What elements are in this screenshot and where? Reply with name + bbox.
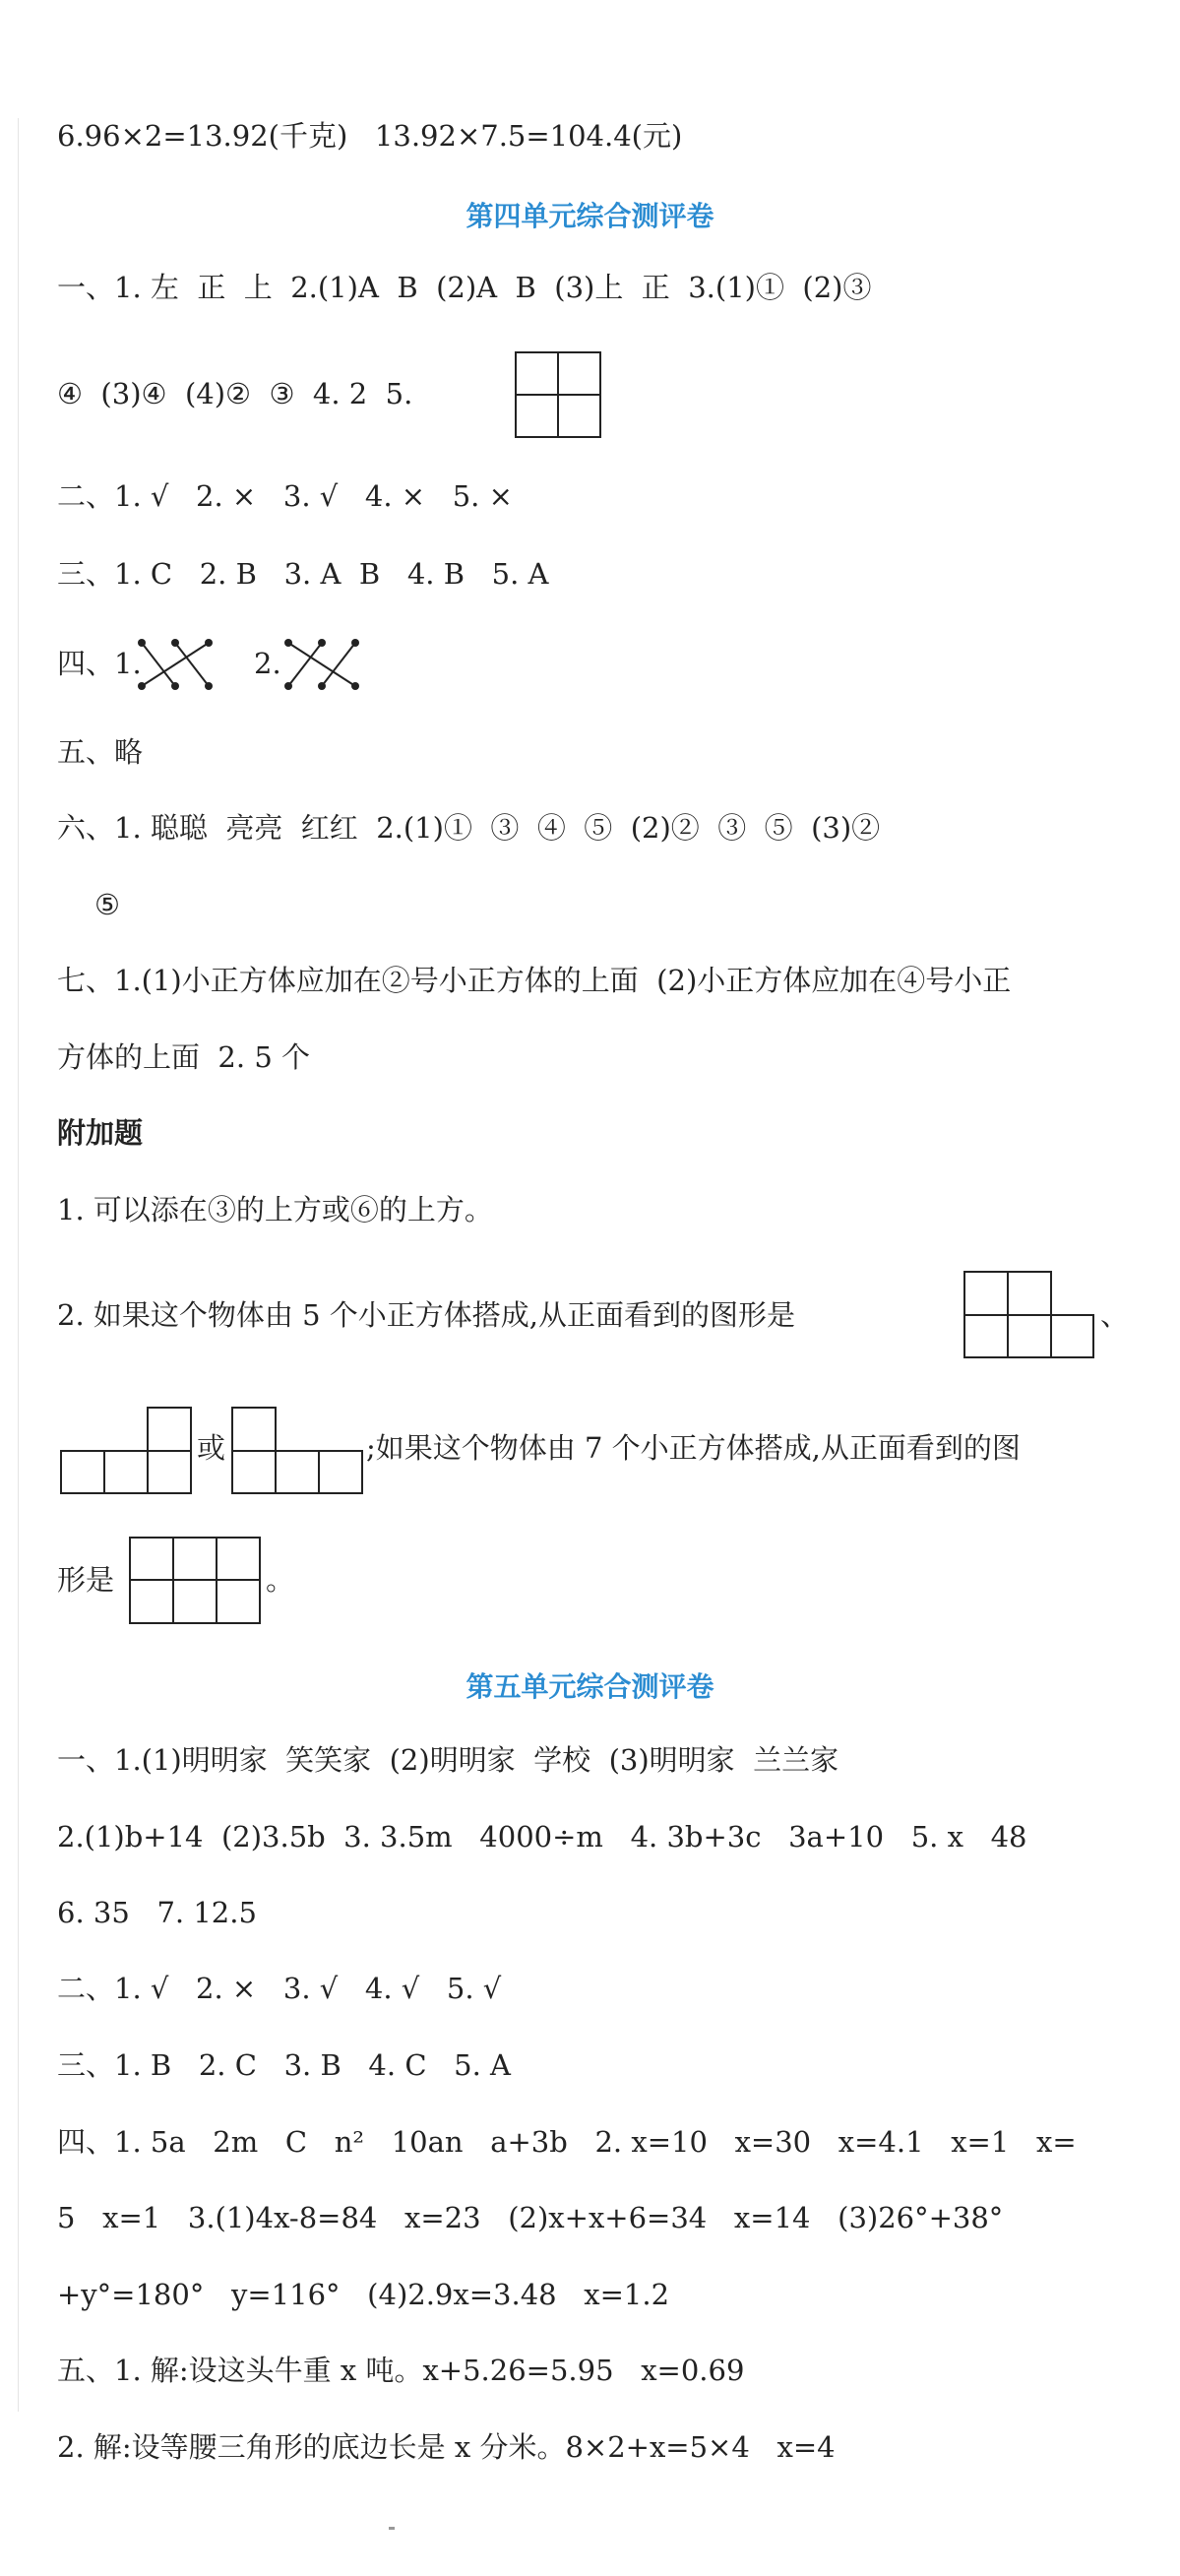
four-square-grid-figure	[514, 350, 604, 441]
unit4-section4-label1: 四、1.	[57, 647, 142, 680]
unit4-section1-line2: ④ (3)④ (4)② ③ 4. 2 5.	[57, 377, 413, 410]
unit4-section6-line2: ⑤	[94, 888, 120, 921]
unit4-section1-line1: 一、1. 左 正 上 2.(1)A B (2)A B (3)上 正 3.(1)① (2)③	[57, 271, 872, 304]
unit5-line-5: 三、1. B 2. C 3. B 4. C 5. A	[57, 2048, 511, 2082]
unit5-line-4: 二、1. √ 2. × 3. √ 4. √ 5. √	[57, 1972, 502, 2005]
page-footer-mark	[389, 2527, 395, 2530]
unit4-section6-line1: 六、1. 聪聪 亮亮 红红 2.(1)① ③ ④ ⑤ (2)② ③ ⑤ (3)②	[57, 811, 881, 845]
extra-answer-2-line2: ;如果这个物体由 7 个小正方体搭成,从正面看到的图	[366, 1431, 1021, 1465]
unit5-line-10: 2. 解:设等腰三角形的底边长是 x 分米。8×2+x=5×4 x=4	[57, 2430, 836, 2464]
extra-answer-2-line3: 形是	[57, 1563, 115, 1597]
unit5-line-7: 5 x=1 3.(1)4x-8=84 x=23 (2)x+x+6=34 x=14 (3)26°+38°	[57, 2201, 1004, 2234]
extra-answer-2-line1: 2. 如果这个物体由 5 个小正方体搭成,从正面看到的图形是	[57, 1298, 795, 1332]
matching-lines-figure-1	[134, 635, 222, 694]
unit5-line-3: 6. 35 7. 12.5	[57, 1896, 257, 1929]
unit4-title: 第四单元综合测评卷	[466, 200, 714, 232]
extra-answer-2-or: 或	[197, 1431, 226, 1465]
unit5-line-9: 五、1. 解:设这头牛重 x 吨。x+5.26=5.95 x=0.69	[57, 2354, 745, 2387]
unit5-title: 第五单元综合测评卷	[466, 1670, 714, 1703]
unit5-line-2: 2.(1)b+14 (2)3.5b 3. 3.5m 4000÷m 4. 3b+3c 3a+10 5. x 48	[57, 1820, 1027, 1853]
unit5-line-1: 一、1.(1)明明家 笑笑家 (2)明明家 学校 (3)明明家 兰兰家	[57, 1743, 839, 1777]
unit4-section3: 三、1. C 2. B 3. A B 4. B 5. A	[57, 557, 549, 591]
extra-answer-2-period: 。	[266, 1563, 295, 1597]
unit4-section7-line2: 方体的上面 2. 5 个	[57, 1040, 310, 1074]
unit4-section7-line1: 七、1.(1)小正方体应加在②号小正方体的上面 (2)小正方体应加在④号小正	[57, 964, 1012, 997]
extra-questions-heading: 附加题	[57, 1116, 144, 1150]
front-view-figure-option-b	[230, 1406, 368, 1496]
extra-answer-2-comma: 、	[1100, 1298, 1130, 1332]
extra-answer-1: 1. 可以添在③的上方或⑥的上方。	[57, 1193, 493, 1226]
front-view-figure-option-a	[59, 1406, 197, 1496]
unit5-line-8: +y°=180° y=116° (4)2.9x=3.48 x=1.2	[57, 2278, 670, 2311]
matching-lines-figure-2	[280, 635, 369, 694]
unit5-line-6: 四、1. 5a 2m C n² 10an a+3b 2. x=10 x=30 x=4.1 x=1 x=	[57, 2125, 1077, 2159]
top-answer-line: 6.96×2=13.92(千克) 13.92×7.5=104.4(元)	[57, 119, 683, 153]
front-view-figure-5cubes-overlay	[963, 1270, 1096, 1360]
front-view-figure-7cubes	[128, 1536, 266, 1626]
unit4-section5: 五、略	[57, 735, 144, 769]
unit4-section2: 二、1. √ 2. × 3. √ 4. × 5. ×	[57, 479, 513, 513]
unit4-section4-label2: 2.	[254, 647, 281, 680]
page-margin-line	[18, 118, 19, 2412]
